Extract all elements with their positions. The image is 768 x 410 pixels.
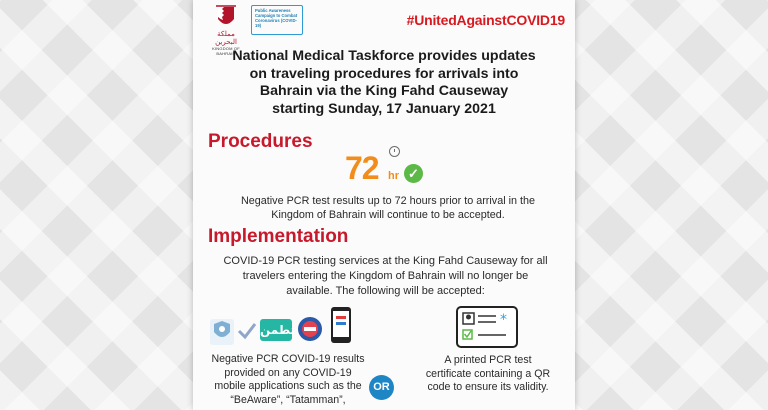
printed-certificate-text bbox=[413, 354, 563, 395]
qr-certificate-icon bbox=[458, 308, 516, 346]
smartphone-icon bbox=[330, 306, 352, 344]
check-app-icon bbox=[236, 320, 258, 342]
tatamman-app-icon: تطمن bbox=[260, 319, 292, 341]
text-line: provided on any COVID-19 bbox=[224, 366, 352, 379]
checkmark-icon: ✓ bbox=[404, 164, 423, 183]
bahrain-app-icon bbox=[297, 316, 323, 342]
campaign-badge: Public Awareness Campaign to Combat Coronavirus (COVID-19) bbox=[251, 5, 303, 35]
text-line: available. The following will be accepted: bbox=[286, 285, 485, 297]
or-badge: OR bbox=[369, 375, 394, 400]
mobile-app-results-text bbox=[199, 353, 377, 407]
procedures-heading: Procedures bbox=[208, 131, 313, 152]
text-line: travelers entering the Kingdom of Bahrain will no longer be bbox=[242, 270, 529, 282]
svg-text:*: * bbox=[500, 312, 507, 328]
headline-line: National Medical Taskforce provides updates bbox=[232, 48, 536, 64]
clock-icon bbox=[389, 146, 400, 157]
text-line: Negative PCR test results up to 72 hours prior to arrival in the bbox=[240, 195, 536, 207]
headline-line: starting Sunday, 17 January 2021 bbox=[272, 100, 496, 117]
text-line: certificate containing a QR bbox=[425, 367, 551, 380]
bahrain-emblem-icon bbox=[215, 5, 237, 29]
headline bbox=[193, 48, 575, 118]
text-line: code to ensure its validity. bbox=[427, 381, 549, 393]
text-line: COVID-19 PCR testing services at the King Fahd Causeway for all bbox=[223, 255, 548, 267]
headline-line: Bahrain via the King Fahd Causeway bbox=[259, 83, 509, 99]
headline-line: on traveling procedures for arrivals into bbox=[249, 65, 519, 82]
text-line: Negative PCR COVID-19 results bbox=[211, 353, 365, 365]
announcement-poster bbox=[193, 0, 575, 410]
logo-english-text: KINGDOM OF BAHRAIN bbox=[212, 46, 240, 56]
certificate-icon bbox=[456, 306, 518, 348]
text-line: A printed PCR test bbox=[444, 354, 532, 366]
mobile-apps-row bbox=[210, 302, 360, 350]
beaware-app-icon bbox=[210, 319, 234, 345]
text-line: “BeAware”, “Tatamman”, bbox=[230, 393, 346, 406]
hashtag-title: #UnitedAgainstCOVID19 bbox=[406, 12, 565, 28]
procedures-text bbox=[233, 194, 543, 222]
hours-unit: hr bbox=[388, 170, 399, 182]
text-line: mobile applications such as the bbox=[214, 380, 362, 392]
logo-arabic-text: مملكة البحرين bbox=[215, 30, 237, 46]
hours-value: 72 bbox=[345, 150, 379, 186]
implementation-text bbox=[213, 254, 558, 299]
implementation-heading: Implementation bbox=[208, 226, 349, 247]
72-hour-badge bbox=[345, 146, 435, 190]
text-line: Kingdom of Bahrain will continue to be accepted. bbox=[271, 209, 505, 221]
